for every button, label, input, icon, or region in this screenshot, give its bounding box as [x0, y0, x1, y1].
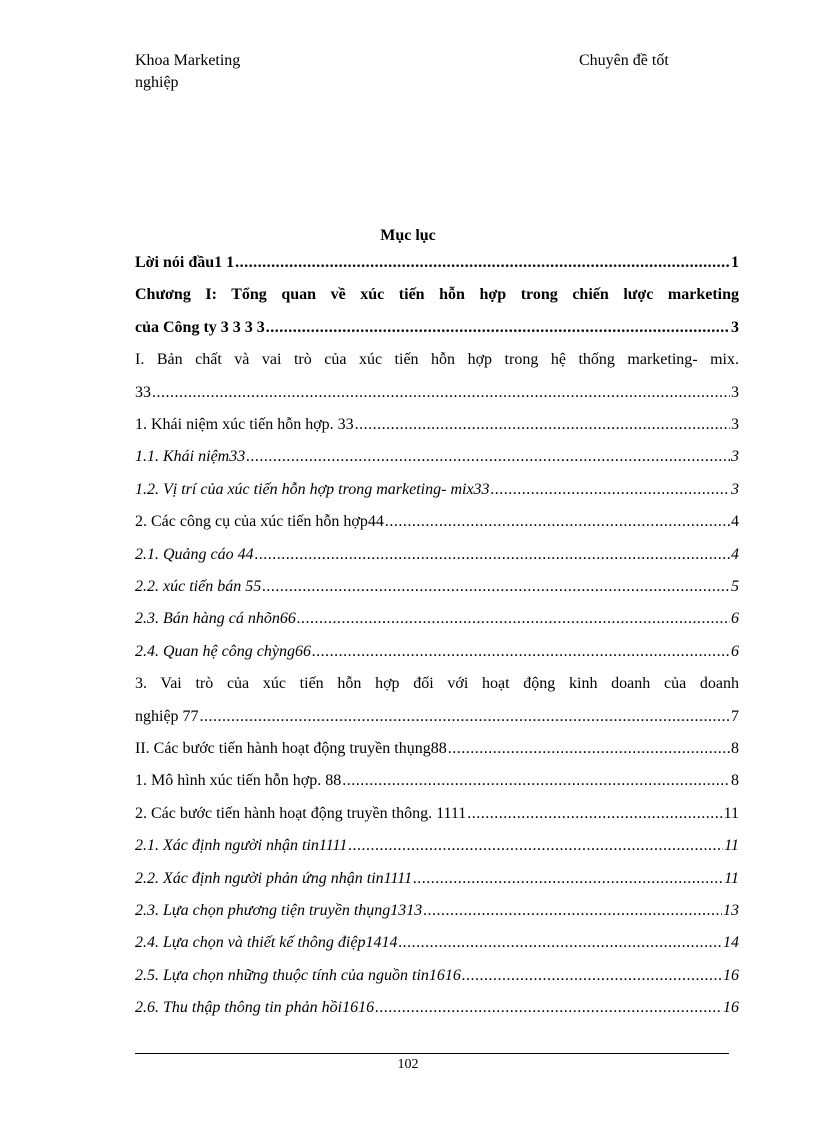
toc-entry — [135, 837, 739, 869]
toc-entry-text: Chương I: Tổng quan về xúc tiến hỗn hợp trong chiến lược marketing — [135, 286, 739, 304]
toc-entry-page: 16 — [723, 966, 739, 984]
toc-dot-leader — [246, 448, 730, 466]
toc-entry-text: 2.3. Lựa chọn phương tiện truyền thụng1313 — [135, 902, 423, 919]
toc-entry-page: 8 — [731, 772, 739, 790]
toc-entry-page: 3 — [731, 383, 739, 401]
toc-entry — [135, 805, 739, 837]
toc-entry-text: 2.3. Bán hàng cá nhõn66 — [135, 610, 296, 628]
toc-entry-page: 3 — [731, 318, 739, 336]
toc-entry — [135, 351, 739, 383]
toc-entry — [135, 448, 739, 480]
toc-entry-text: 2.1. Xác định người nhận tin1111 — [135, 837, 348, 855]
toc-entry — [135, 675, 739, 707]
toc-entry-page: 11 — [724, 869, 739, 887]
toc-entry-page: 11 — [724, 837, 739, 855]
toc-entry-page: 16 — [723, 999, 739, 1017]
header-faculty: Khoa Marketing — [135, 52, 241, 69]
toc-dot-leader — [398, 934, 722, 952]
toc-entry-page: 11 — [723, 804, 739, 822]
toc-entry-text: 2. Các công cụ của xúc tiến hỗn hợp44 — [135, 513, 384, 531]
toc-dot-leader — [413, 870, 723, 888]
toc-entry — [135, 708, 739, 740]
toc-entry — [135, 870, 739, 902]
toc-entry — [135, 384, 739, 416]
toc-entry — [135, 578, 739, 610]
toc-dot-leader — [462, 967, 722, 985]
toc-entry-text: 2.6. Thu thập thông tin phản hồi1616 — [135, 999, 375, 1017]
toc-entry-text: 2.4. Lựa chọn và thiết kế thông điệp1414 — [135, 934, 398, 952]
toc-dot-leader — [152, 384, 730, 402]
toc-entry — [135, 643, 739, 675]
toc-entry-page: 7 — [731, 707, 739, 725]
toc-entry — [135, 416, 739, 448]
toc-entry-page: 4 — [731, 513, 739, 531]
header-faculty-continued: nghiệp — [135, 74, 179, 91]
toc-entry-page: 6 — [731, 642, 739, 660]
header-right: Chuyên đề tốt — [579, 52, 669, 69]
toc-dot-leader — [491, 481, 730, 499]
toc-entry-page: 8 — [731, 740, 739, 757]
toc-entry — [135, 934, 739, 966]
page-number: 102 — [397, 1057, 419, 1072]
toc-entry-text: 1.1. Khái niệm33 — [135, 448, 246, 466]
footer-divider — [135, 1053, 729, 1054]
page-title: Mục lục — [380, 227, 436, 244]
toc-entry — [135, 286, 739, 318]
toc-entry-page: 5 — [731, 578, 739, 595]
toc-entry — [135, 967, 739, 999]
toc-entry-page: 3 — [731, 448, 739, 466]
toc-dot-leader — [348, 837, 723, 855]
toc-dot-leader — [448, 740, 730, 758]
toc-entry-text: 1. Khái niệm xúc tiến hỗn hợp. 33 — [135, 416, 354, 433]
toc-entry-text: 33 — [135, 383, 151, 401]
toc-entry — [135, 254, 739, 286]
toc-entry-text: I. Bản chất và vai trò của xúc tiến hỗn hợp trong hệ thống marketing- mix. — [135, 351, 739, 369]
toc-entry — [135, 740, 739, 772]
toc-entry-text: 2.1. Quảng cáo 44 — [135, 545, 254, 563]
toc-dot-leader — [312, 643, 730, 661]
toc-dot-leader — [262, 578, 730, 596]
toc-dot-leader — [297, 610, 730, 628]
toc-dot-leader — [385, 513, 730, 531]
header-left — [135, 50, 335, 94]
toc-dot-leader — [200, 708, 730, 726]
toc-entry-text: Lời nói đầu1 1 — [135, 254, 235, 271]
toc-entry — [135, 546, 739, 578]
toc-entry — [135, 772, 739, 804]
toc-entry — [135, 902, 739, 934]
toc-entry-text: 2.2. xúc tiến bán 55 — [135, 578, 262, 595]
toc-dot-leader — [342, 772, 730, 790]
toc-dot-leader — [355, 416, 730, 434]
toc-entry-text: 3. Vai trò của xúc tiến hỗn hợp đối với hoạt động kinh doanh của doanh — [135, 675, 739, 693]
toc-dot-leader — [266, 319, 730, 337]
toc-entry-page: 3 — [731, 480, 739, 498]
toc-dot-leader — [255, 546, 730, 564]
toc-entry-text: II. Các bước tiến hành hoạt động truyền thụng88 — [135, 740, 447, 757]
toc-entry-text: 2. Các bước tiến hành hoạt động truyền thông. 1111 — [135, 804, 467, 822]
toc-entry-page: 14 — [723, 934, 739, 952]
toc-entry-page: 1 — [731, 254, 739, 271]
toc-entry-page: 6 — [731, 610, 739, 628]
toc-entry — [135, 999, 739, 1031]
toc-entry-text: 2.4. Quan hệ công chỳng66 — [135, 642, 311, 660]
toc-entry — [135, 610, 739, 642]
toc-entry-page: 13 — [723, 902, 739, 919]
toc-dot-leader — [423, 902, 722, 920]
toc-entry-text: của Công ty 3 3 3 3 — [135, 318, 265, 336]
toc-dot-leader — [467, 805, 722, 823]
toc-entry-text: 2.5. Lựa chọn những thuộc tính của nguồn tin1616 — [135, 966, 461, 984]
toc-entry-page: 3 — [731, 416, 739, 433]
toc-entry — [135, 481, 739, 513]
toc-entry-text: 1.2. Vị trí của xúc tiến hỗn hợp trong marketing- mix33 — [135, 480, 490, 498]
toc-dot-leader — [235, 254, 730, 272]
toc-dot-leader — [375, 999, 722, 1017]
toc-entry-text: nghiệp 77 — [135, 707, 199, 725]
toc-entry-text: 1. Mô hình xúc tiến hỗn hợp. 88 — [135, 772, 342, 790]
toc-entry-text: 2.2. Xác định người phản ứng nhận tin1111 — [135, 869, 413, 887]
toc-entry — [135, 319, 739, 351]
toc-entry — [135, 513, 739, 545]
toc-entry-page: 4 — [731, 545, 739, 563]
